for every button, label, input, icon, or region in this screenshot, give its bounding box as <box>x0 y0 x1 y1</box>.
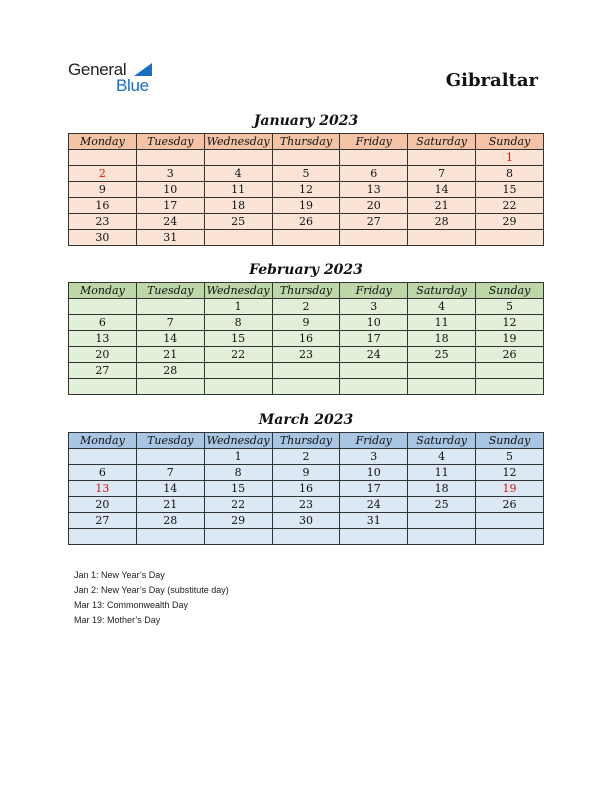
empty-day-cell <box>408 150 476 166</box>
empty-day-cell <box>204 379 272 395</box>
empty-day-cell <box>476 363 544 379</box>
week-row <box>69 379 544 395</box>
day-cell: 15 <box>204 331 272 347</box>
day-cell: 14 <box>408 182 476 198</box>
week-row <box>69 529 544 545</box>
day-cell: 17 <box>340 331 408 347</box>
day-cell: 28 <box>136 513 204 529</box>
day-cell: 27 <box>69 363 137 379</box>
month-title-january: January 2023 <box>253 113 359 129</box>
weekday-header: Thursday <box>272 433 340 449</box>
week-row <box>69 513 544 529</box>
weekday-header: Sunday <box>476 433 544 449</box>
day-cell: 3 <box>340 449 408 465</box>
day-cell: 5 <box>272 166 340 182</box>
weekday-header: Wednesday <box>204 134 272 150</box>
day-cell: 22 <box>204 497 272 513</box>
empty-day-cell <box>476 379 544 395</box>
day-cell: 3 <box>340 299 408 315</box>
day-cell: 1 <box>476 150 544 166</box>
logo-blue-text: Blue <box>116 76 149 95</box>
holiday-note: Mar 13: Commonwealth Day <box>74 600 189 610</box>
week-row <box>69 299 544 315</box>
day-cell: 25 <box>204 214 272 230</box>
logo <box>68 60 168 96</box>
day-cell: 27 <box>69 513 137 529</box>
weekday-header: Sunday <box>476 283 544 299</box>
day-cell: 8 <box>204 315 272 331</box>
calendar-january <box>68 133 544 246</box>
day-cell: 27 <box>340 214 408 230</box>
calendar-february <box>68 282 544 395</box>
week-row <box>69 182 544 198</box>
day-cell: 24 <box>136 214 204 230</box>
weekday-header: Saturday <box>408 134 476 150</box>
holiday-note: Jan 1: New Year’s Day <box>74 570 165 580</box>
week-row <box>69 230 544 246</box>
empty-day-cell <box>272 230 340 246</box>
day-cell: 19 <box>476 331 544 347</box>
day-cell: 17 <box>340 481 408 497</box>
weekday-header-row <box>69 134 544 150</box>
empty-day-cell <box>69 529 137 545</box>
day-cell: 18 <box>408 331 476 347</box>
empty-day-cell <box>136 529 204 545</box>
day-cell: 22 <box>204 347 272 363</box>
day-cell: 22 <box>476 198 544 214</box>
day-cell: 31 <box>136 230 204 246</box>
day-cell: 18 <box>204 198 272 214</box>
day-cell: 16 <box>272 481 340 497</box>
week-row <box>69 150 544 166</box>
holiday-note: Jan 2: New Year’s Day (substitute day) <box>74 585 229 595</box>
empty-day-cell <box>69 379 137 395</box>
day-cell: 23 <box>69 214 137 230</box>
day-cell: 12 <box>272 182 340 198</box>
day-cell: 31 <box>340 513 408 529</box>
weekday-header: Monday <box>69 433 137 449</box>
day-cell: 21 <box>136 497 204 513</box>
day-cell: 1 <box>204 449 272 465</box>
day-cell: 9 <box>272 465 340 481</box>
day-cell: 23 <box>272 347 340 363</box>
logo-general-text: General <box>68 60 127 79</box>
day-cell: 5 <box>476 299 544 315</box>
empty-day-cell <box>476 513 544 529</box>
day-cell: 15 <box>204 481 272 497</box>
empty-day-cell <box>476 529 544 545</box>
weekday-header: Saturday <box>408 283 476 299</box>
day-cell: 19 <box>476 481 544 497</box>
day-cell: 10 <box>340 315 408 331</box>
day-cell: 13 <box>69 481 137 497</box>
week-row <box>69 449 544 465</box>
week-row <box>69 363 544 379</box>
empty-day-cell <box>272 363 340 379</box>
day-cell: 2 <box>69 166 137 182</box>
day-cell: 14 <box>136 481 204 497</box>
country-title: Gibraltar <box>445 70 538 91</box>
weekday-header: Thursday <box>272 283 340 299</box>
weekday-header: Wednesday <box>204 433 272 449</box>
weekday-header-row <box>69 433 544 449</box>
day-cell: 3 <box>136 166 204 182</box>
day-cell: 11 <box>204 182 272 198</box>
day-cell: 29 <box>204 513 272 529</box>
weekday-header: Tuesday <box>136 433 204 449</box>
day-cell: 18 <box>408 481 476 497</box>
empty-day-cell <box>272 379 340 395</box>
holiday-note: Mar 19: Mother’s Day <box>74 615 161 625</box>
day-cell: 28 <box>408 214 476 230</box>
empty-day-cell <box>136 379 204 395</box>
logo-triangle-icon <box>134 63 152 76</box>
empty-day-cell <box>136 150 204 166</box>
empty-day-cell <box>69 150 137 166</box>
weekday-header: Friday <box>340 433 408 449</box>
day-cell: 23 <box>272 497 340 513</box>
day-cell: 13 <box>69 331 137 347</box>
empty-day-cell <box>408 513 476 529</box>
week-row <box>69 214 544 230</box>
week-row <box>69 465 544 481</box>
holiday-notes <box>74 568 229 628</box>
weekday-header-row <box>69 283 544 299</box>
day-cell: 13 <box>340 182 408 198</box>
day-cell: 6 <box>69 315 137 331</box>
day-cell: 12 <box>476 465 544 481</box>
weekday-header: Sunday <box>476 134 544 150</box>
day-cell: 8 <box>476 166 544 182</box>
day-cell: 9 <box>272 315 340 331</box>
day-cell: 4 <box>408 449 476 465</box>
day-cell: 25 <box>408 347 476 363</box>
day-cell: 7 <box>136 315 204 331</box>
week-row <box>69 198 544 214</box>
day-cell: 20 <box>69 347 137 363</box>
day-cell: 8 <box>204 465 272 481</box>
weekday-header: Saturday <box>408 433 476 449</box>
empty-day-cell <box>272 529 340 545</box>
day-cell: 30 <box>69 230 137 246</box>
empty-day-cell <box>69 299 137 315</box>
weekday-header: Tuesday <box>136 283 204 299</box>
weekday-header: Thursday <box>272 134 340 150</box>
empty-day-cell <box>136 449 204 465</box>
empty-day-cell <box>408 363 476 379</box>
day-cell: 28 <box>136 363 204 379</box>
weekday-header: Wednesday <box>204 283 272 299</box>
day-cell: 12 <box>476 315 544 331</box>
month-title-february: February 2023 <box>249 262 363 278</box>
empty-day-cell <box>408 529 476 545</box>
day-cell: 7 <box>136 465 204 481</box>
day-cell: 19 <box>272 198 340 214</box>
empty-day-cell <box>204 529 272 545</box>
day-cell: 11 <box>408 315 476 331</box>
day-cell: 30 <box>272 513 340 529</box>
empty-day-cell <box>204 150 272 166</box>
day-cell: 25 <box>408 497 476 513</box>
day-cell: 1 <box>204 299 272 315</box>
day-cell: 7 <box>408 166 476 182</box>
day-cell: 15 <box>476 182 544 198</box>
empty-day-cell <box>340 150 408 166</box>
empty-day-cell <box>340 230 408 246</box>
day-cell: 9 <box>69 182 137 198</box>
weekday-header: Monday <box>69 134 137 150</box>
day-cell: 10 <box>340 465 408 481</box>
empty-day-cell <box>340 379 408 395</box>
day-cell: 2 <box>272 449 340 465</box>
day-cell: 2 <box>272 299 340 315</box>
day-cell: 26 <box>476 347 544 363</box>
day-cell: 26 <box>476 497 544 513</box>
day-cell: 24 <box>340 497 408 513</box>
day-cell: 26 <box>272 214 340 230</box>
day-cell: 20 <box>340 198 408 214</box>
weekday-header: Monday <box>69 283 137 299</box>
day-cell: 14 <box>136 331 204 347</box>
day-cell: 4 <box>408 299 476 315</box>
calendar-march <box>68 432 544 545</box>
day-cell: 21 <box>136 347 204 363</box>
day-cell: 16 <box>272 331 340 347</box>
day-cell: 11 <box>408 465 476 481</box>
empty-day-cell <box>340 363 408 379</box>
week-row <box>69 315 544 331</box>
week-row <box>69 347 544 363</box>
week-row <box>69 481 544 497</box>
day-cell: 16 <box>69 198 137 214</box>
day-cell: 17 <box>136 198 204 214</box>
empty-day-cell <box>408 230 476 246</box>
day-cell: 4 <box>204 166 272 182</box>
weekday-header: Tuesday <box>136 134 204 150</box>
day-cell: 6 <box>340 166 408 182</box>
weekday-header: Friday <box>340 283 408 299</box>
day-cell: 10 <box>136 182 204 198</box>
month-title-march: March 2023 <box>258 412 354 428</box>
day-cell: 5 <box>476 449 544 465</box>
empty-day-cell <box>476 230 544 246</box>
day-cell: 29 <box>476 214 544 230</box>
week-row <box>69 166 544 182</box>
empty-day-cell <box>272 150 340 166</box>
weekday-header: Friday <box>340 134 408 150</box>
empty-day-cell <box>204 230 272 246</box>
day-cell: 6 <box>69 465 137 481</box>
empty-day-cell <box>340 529 408 545</box>
week-row <box>69 497 544 513</box>
empty-day-cell <box>408 379 476 395</box>
week-row <box>69 331 544 347</box>
empty-day-cell <box>204 363 272 379</box>
empty-day-cell <box>136 299 204 315</box>
empty-day-cell <box>69 449 137 465</box>
day-cell: 24 <box>340 347 408 363</box>
day-cell: 20 <box>69 497 137 513</box>
day-cell: 21 <box>408 198 476 214</box>
